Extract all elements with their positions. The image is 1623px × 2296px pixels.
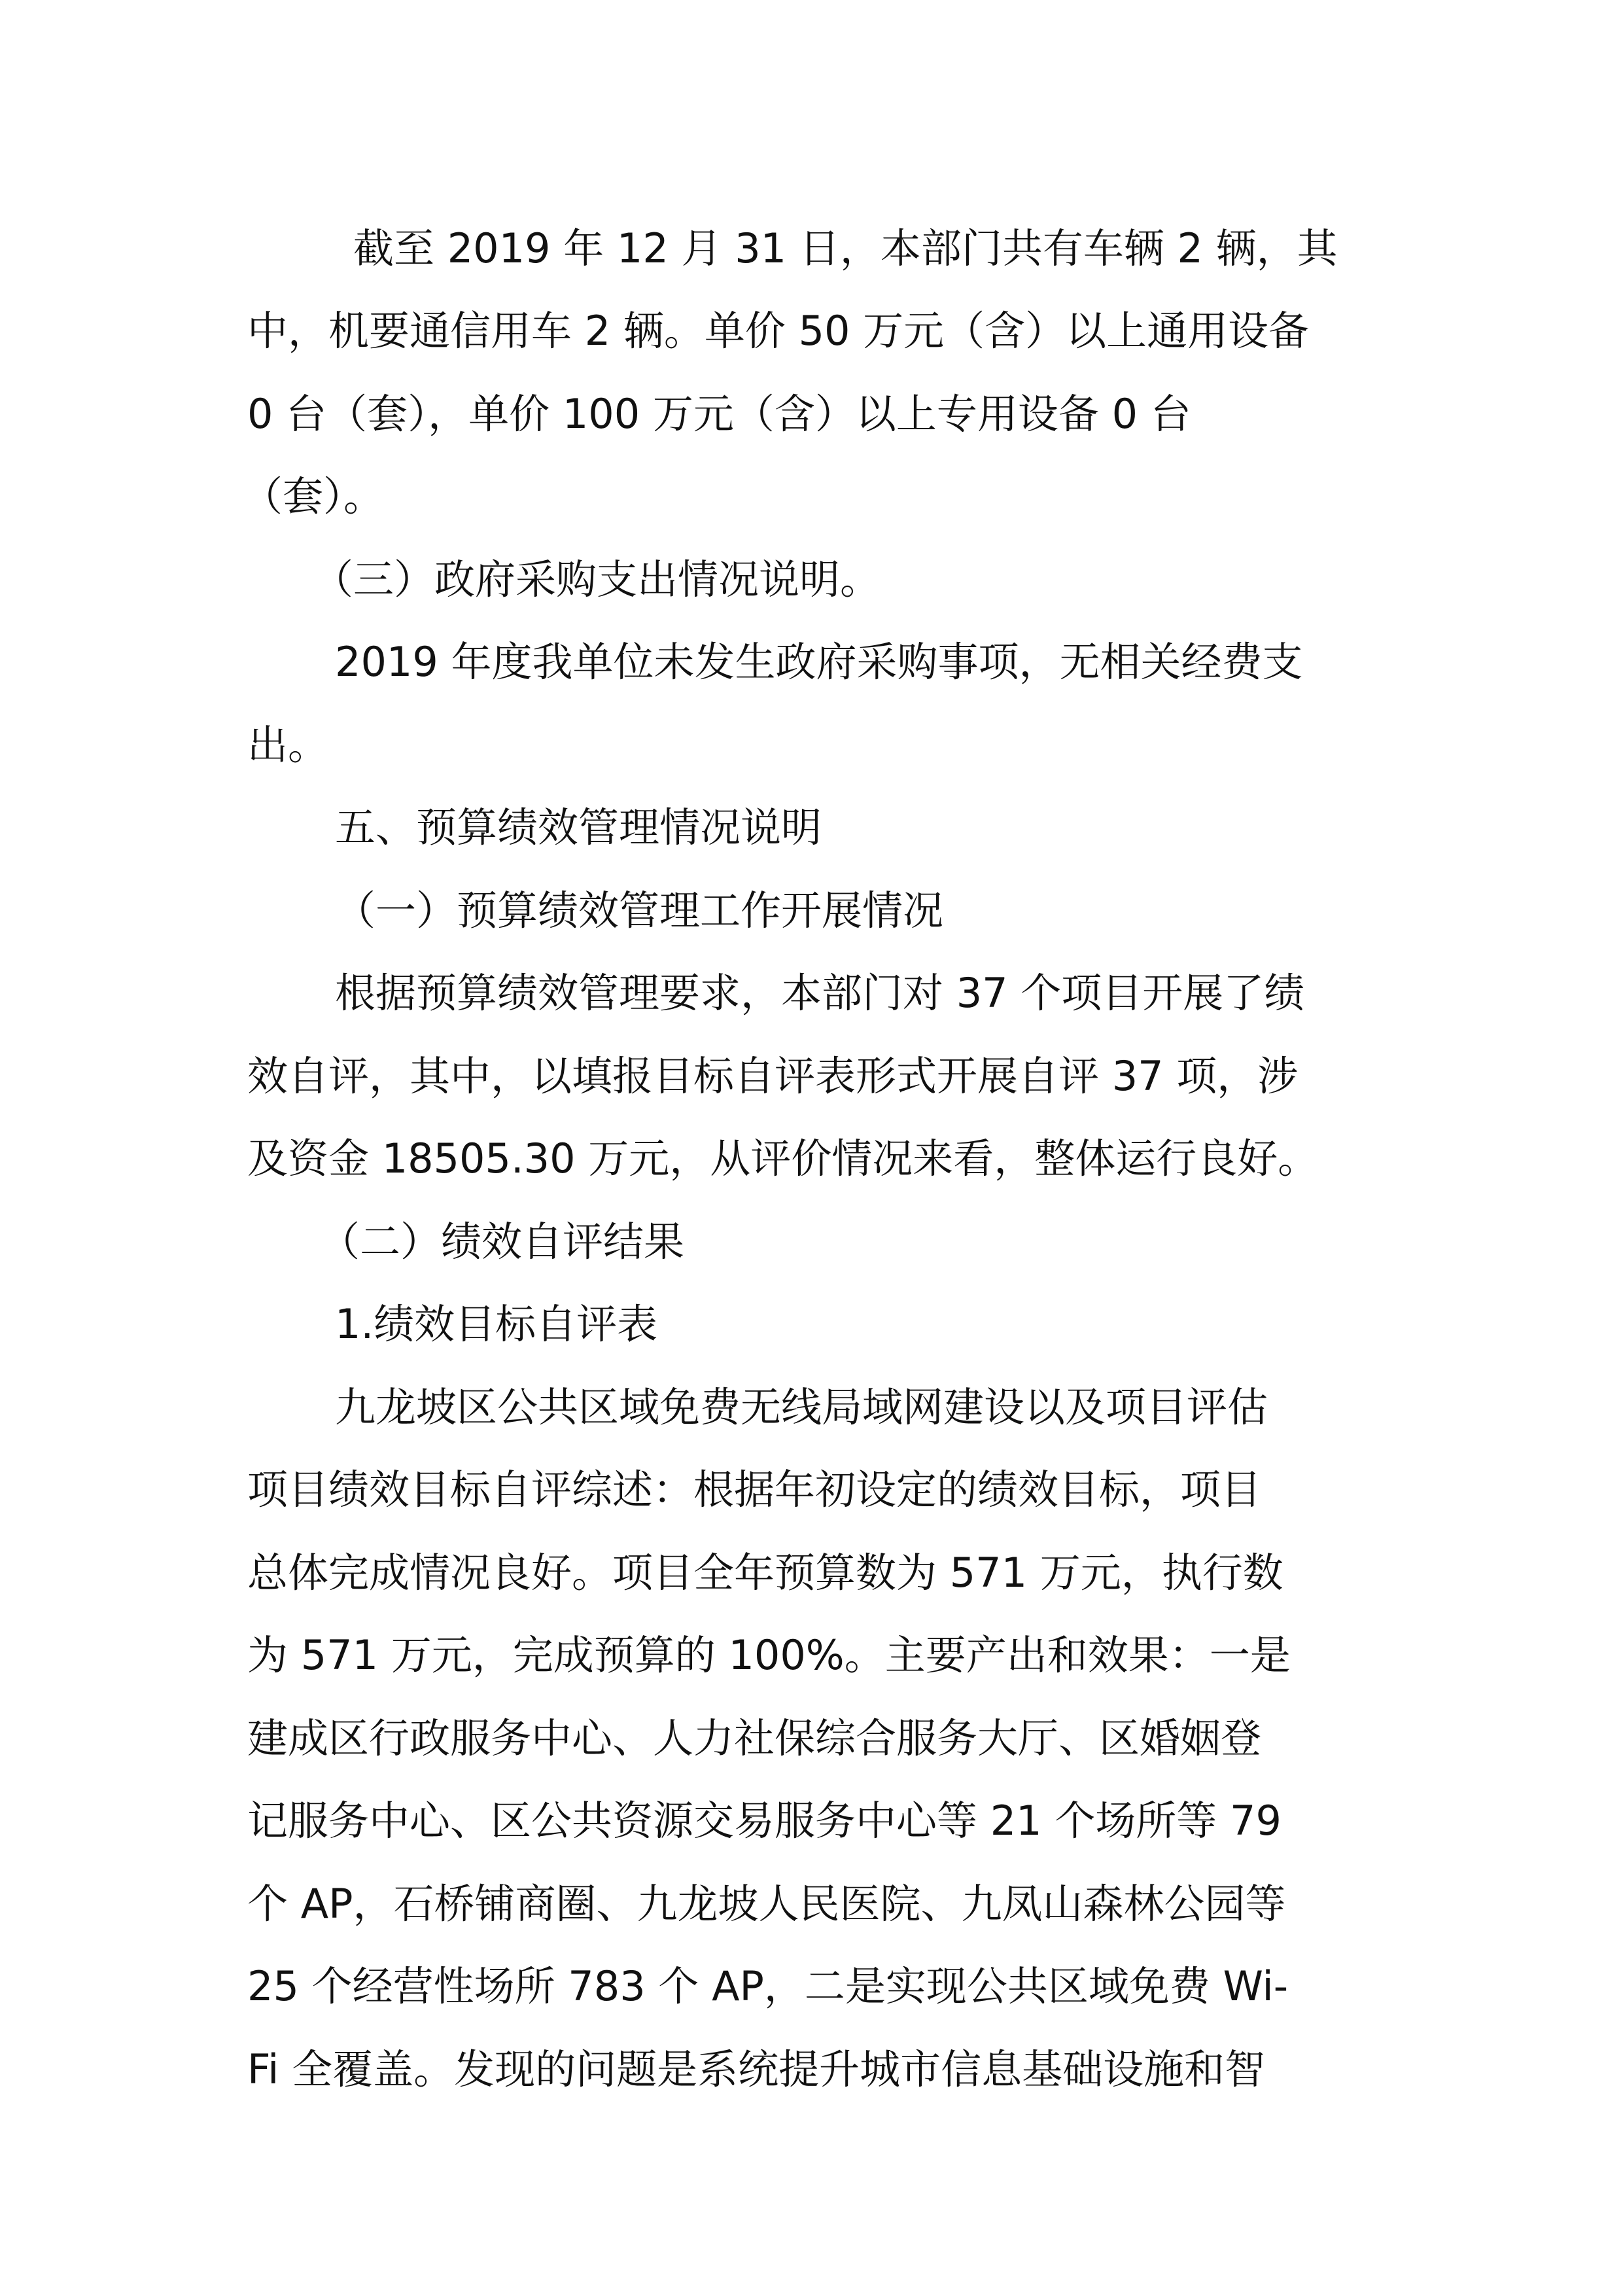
text-line: 效自评，其中，以填报目标自评表形式开展自评 37 项，涉 (247, 1052, 1299, 1100)
text-line: Fi 全覆盖。发现的问题是系统提升城市信息基础设施和智 (247, 2045, 1266, 2093)
text-line: 根据预算绩效管理要求，本部门对 37 个项目开展了绩 (335, 969, 1305, 1017)
text-line: 及资金 18505.30 万元，从评价情况来看，整体运行良好。 (247, 1135, 1319, 1182)
subsection-heading: 1.绩效目标自评表 (335, 1300, 658, 1348)
text-line: 2019 年度我单位未发生政府采购事项，无相关经费支 (335, 638, 1303, 686)
text-line: 总体完成情况良好。项目全年预算数为 571 万元，执行数 (247, 1549, 1283, 1597)
text-line: 记服务中心、区公共资源交易服务中心等 21 个场所等 79 (247, 1797, 1282, 1845)
section-heading: （三）政府采购支出情况说明。 (313, 556, 881, 603)
text-line: 九龙坡区公共区域免费无线局域网建设以及项目评估 (335, 1383, 1268, 1431)
text-line: 截至 2019 年 12 月 31 日，本部门共有车辆 2 辆，其 (353, 224, 1338, 272)
text-line: 为 571 万元，完成预算的 100%。主要产出和效果：一是 (247, 1631, 1291, 1679)
section-heading: （一）预算绩效管理工作开展情况 (335, 887, 944, 934)
section-heading: （二）绩效自评结果 (319, 1218, 685, 1265)
text-line: 25 个经营性场所 783 个 AP，二是实现公共区域免费 Wi- (247, 1962, 1289, 2010)
text-line: （套）。 (242, 472, 385, 520)
text-line: 出。 (247, 721, 329, 769)
text-line: 中，机要通信用车 2 辆。单价 50 万元（含）以上通用设备 (247, 307, 1310, 355)
chapter-heading: 五、预算绩效管理情况说明 (335, 804, 822, 851)
text-line: 项目绩效目标自评综述：根据年初设定的绩效目标，项目 (247, 1466, 1262, 1513)
text-line: 建成区行政服务中心、人力社保综合服务大厅、区婚姻登 (247, 1714, 1262, 1762)
text-line: 0 台（套），单价 100 万元（含）以上专用设备 0 台 (247, 390, 1191, 438)
text-line: 个 AP，石桥铺商圈、九龙坡人民医院、九凤山森林公园等 (247, 1880, 1286, 1928)
